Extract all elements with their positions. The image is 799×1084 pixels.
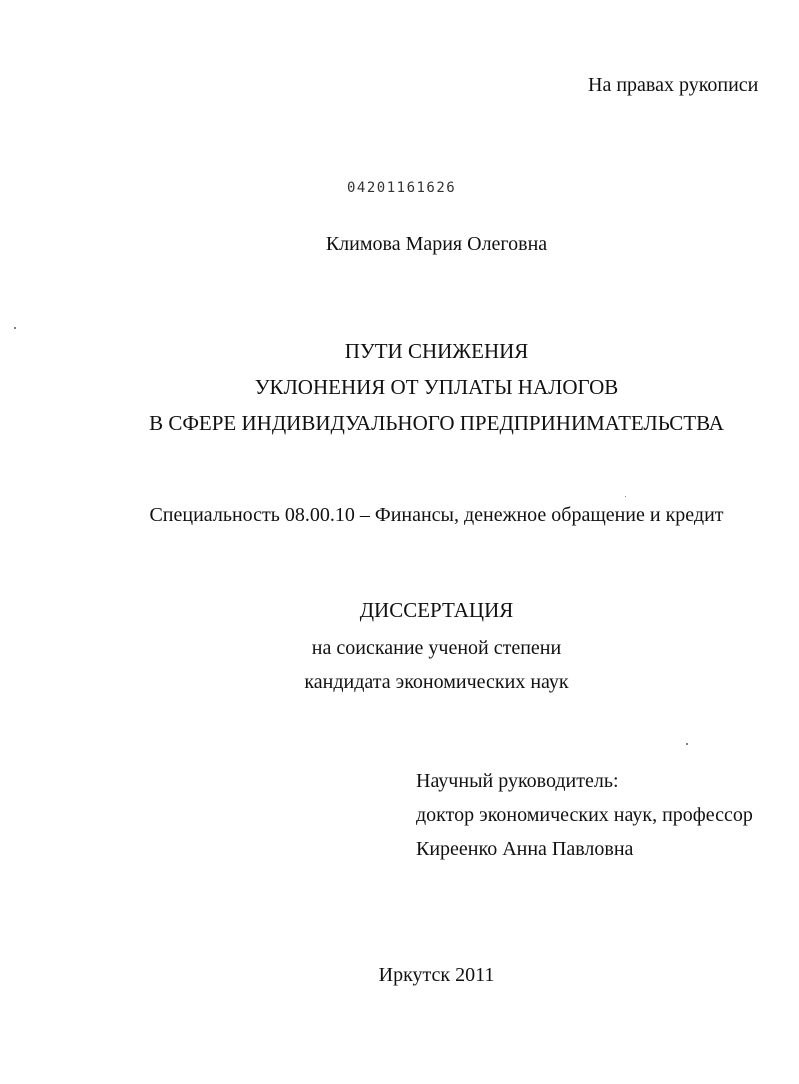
supervisor-block: [416, 764, 753, 866]
dissertation-label: ДИССЕРТАЦИЯ: [359, 598, 514, 622]
degree-purpose-line-1: на соискание ученой степени: [311, 637, 562, 659]
manuscript-rights-note: На правах рукописи: [588, 74, 759, 96]
scan-speck: [14, 327, 16, 329]
dissertation-title: [0, 333, 799, 441]
registration-number-stamp: 04201161626: [347, 180, 457, 196]
supervisor-name: Киреенко Анна Павловна: [416, 838, 634, 860]
title-line-3: В СФЕРЕ ИНДИВИДУАЛЬНОГО ПРЕДПРИНИМАТЕЛЬСТВА: [149, 411, 724, 435]
supervisor-role: Научный руководитель:: [416, 770, 619, 792]
city-year: Иркутск 2011: [378, 964, 495, 986]
specialty-line: Специальность 08.00.10 – Финансы, денежное обращение и кредит: [149, 504, 724, 526]
scan-speck: [625, 496, 626, 497]
title-line-1: ПУТИ СНИЖЕНИЯ: [344, 339, 529, 363]
supervisor-degree: доктор экономических наук, профессор: [416, 804, 753, 826]
title-line-2: УКЛОНЕНИЯ ОТ УПЛАТЫ НАЛОГОВ: [254, 375, 619, 399]
author-name: Климова Мария Олеговна: [325, 233, 548, 255]
scan-speck: [686, 743, 688, 745]
degree-purpose-line-2: кандидата экономических наук: [304, 671, 569, 693]
